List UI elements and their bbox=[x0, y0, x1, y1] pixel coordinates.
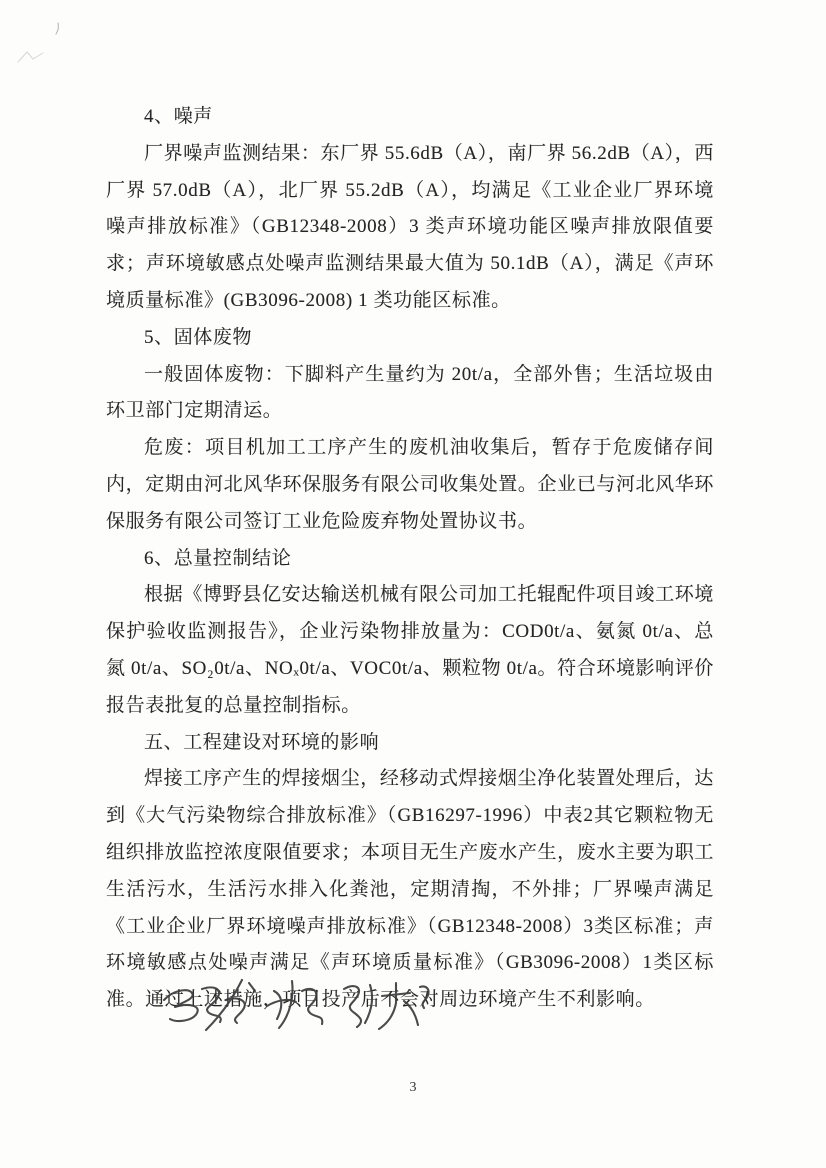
paragraph-hazardous-waste: 危废：项目机加工工序产生的废机油收集后，暂存于危废储存间内，定期由河北风华环保服务有限公司收集处置。企业已与河北风华环保服务有限公司签订工业危险废弃物处置协议书。 bbox=[106, 437, 714, 532]
scan-artifact-mark bbox=[54, 22, 62, 36]
document-body bbox=[106, 99, 714, 1019]
paragraph-environment-impact: 焊接工序产生的焊接烟尘，经移动式焊接烟尘净化装置处理后，达到《大气污染物综合排放标准》（GB16297-1996）中表2其它颗粒物无组织排放监控浓度限值要求；本项目无生产废水产生，废水主要为职工生活污水，生活污水排入化粪池，定期清掏，不外排；厂界噪声满足《工业企业厂界环境噪声排放标准》（GB12348-2008）3类区标准；声环境敏感点处噪声满足《声环境质量标准》（GB3096-2008）1类区标准。通过上述措施，项目投产后不会对周边环境产生不利影响。 bbox=[106, 768, 714, 1011]
paragraph-total-control-result: 根据《博野县亿安达输送机械有限公司加工托辊配件项目竣工环境保护验收监测报告》，企业污染物排放量为：COD0t/a、氨氮 0t/a、总氮 0t/a、SO₂0t/a、NOₓ0t/a、VOC0t/a、颗粒物 0t/a。符合环境影响评价报告表批复的总量控制指标。 bbox=[106, 584, 714, 716]
page-number: 3 bbox=[409, 1080, 417, 1095]
paragraph-noise-results: 厂界噪声监测结果：东厂界 55.6dB（A），南厂界 56.2dB（A），西厂界 57.0dB（A），北厂界 55.2dB（A），均满足《工业企业厂界环境噪声排放标准》（GB12348-2008）3 类声环境功能区噪声排放限值要求；声环境敏感点处噪声监测结果最大值为 50.1dB（A），满足《声环境质量标准》(GB3096-2008) 1 类功能区标准。 bbox=[106, 142, 714, 311]
paragraph-solid-waste-heading: 5、固体废物 bbox=[144, 326, 253, 348]
handwritten-signatures bbox=[156, 974, 446, 1040]
scan-artifact-squiggle bbox=[16, 48, 46, 66]
paragraph-total-control-heading: 6、总量控制结论 bbox=[144, 547, 292, 569]
signatures-ink-image bbox=[156, 974, 446, 1040]
paragraph-general-solid-waste: 一般固体废物：下脚料产生量约为 20t/a，全部外售；生活垃圾由环卫部门定期清运。 bbox=[106, 363, 714, 422]
section-five-heading: 五、工程建设对环境的影响 bbox=[144, 731, 380, 753]
paragraph-noise-heading: 4、噪声 bbox=[144, 106, 213, 127]
